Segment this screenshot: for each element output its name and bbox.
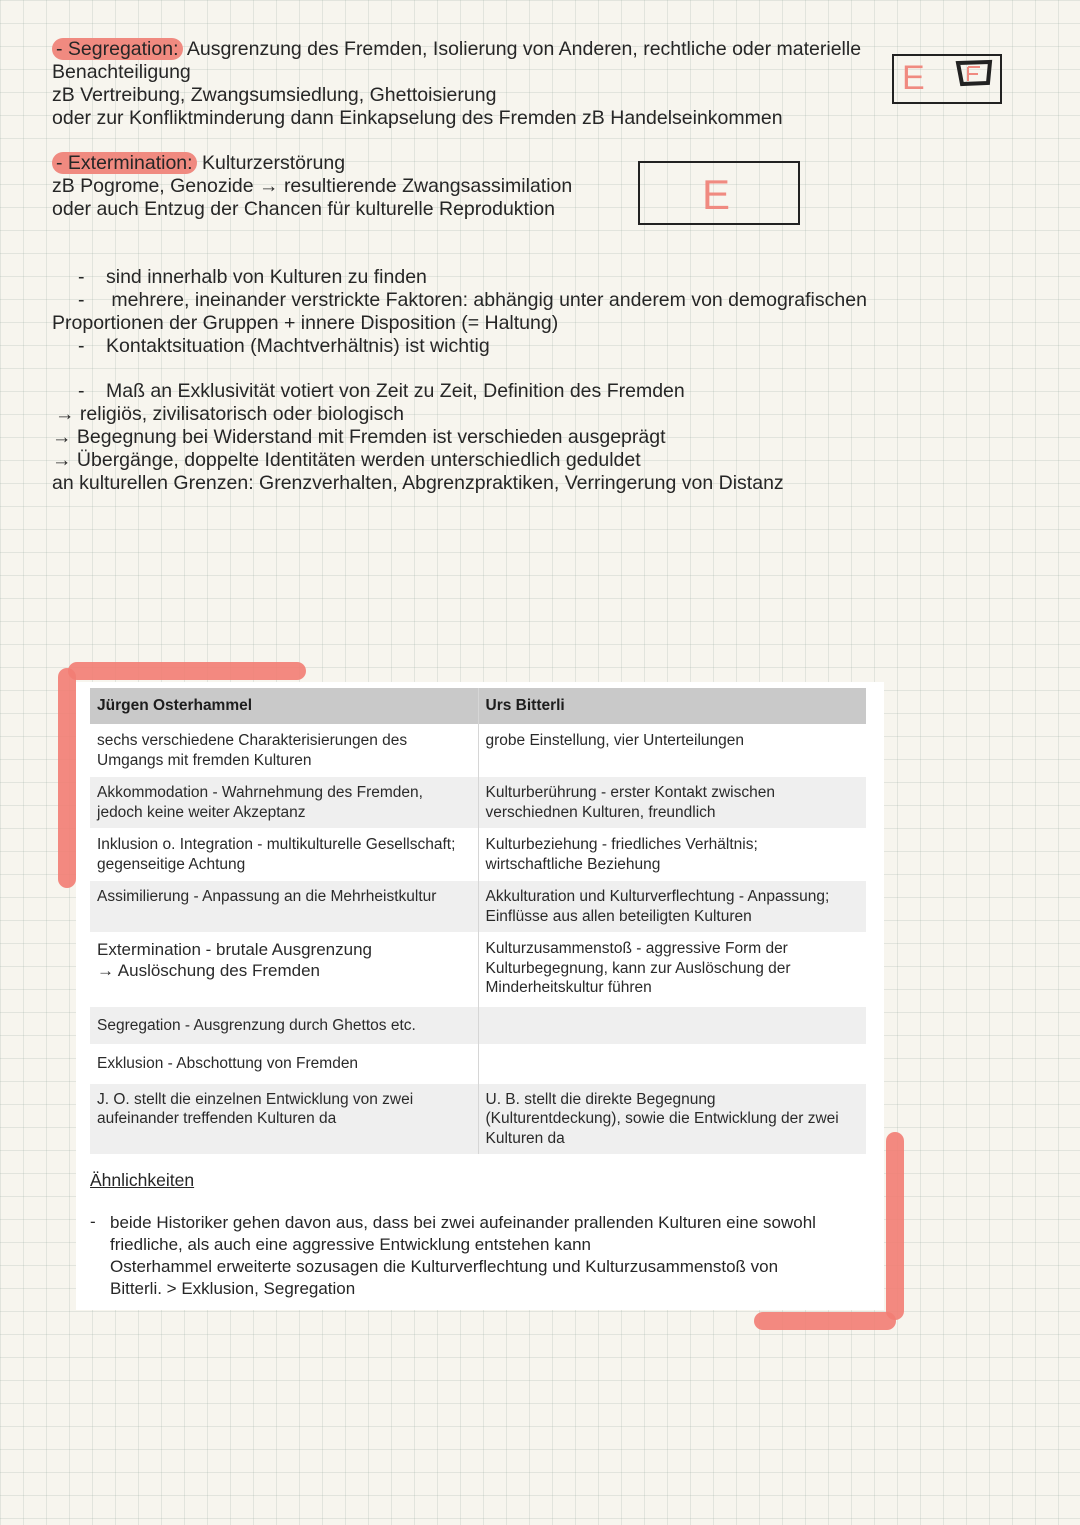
extermination-line-2: zB Pogrome, Genozide → resultierende Zwangsassimilation [52, 175, 573, 197]
table-row [90, 1083, 866, 1154]
cell-bitterli [478, 1045, 866, 1084]
e-letter-top: E [902, 59, 925, 97]
segregation-line-4: oder zur Konfliktminderung dann Einkapselung des Fremden zB Handelseinkommen [52, 107, 783, 129]
table-row [90, 1006, 866, 1045]
factor-item-2: - mehrere, ineinander verstrickte Faktoren: abhängig unter anderem von demografischen [78, 289, 867, 311]
cell-osterhammel: Exklusion - Abschottung von Fremden [90, 1045, 478, 1084]
comparison-table-wrap [90, 688, 866, 1154]
cell-bitterli: Kulturzusammenstoß - aggressive Form der Kulturbegegnung, kann zur Auslöschung der Minderheitskultur führen [478, 933, 866, 1007]
cell-bitterli [478, 1006, 866, 1045]
table-row [90, 933, 866, 1007]
factor-item-2-cont: Proportionen der Gruppen + innere Disposition (= Haltung) [52, 312, 559, 334]
table-row [90, 777, 866, 829]
red-bar-top [68, 662, 306, 680]
red-bar-right [886, 1132, 904, 1320]
cell-bitterli: Kulturberührung - erster Kontakt zwischen verschiednen Kulturen, freundlich [478, 777, 866, 829]
e-mark-box-top [892, 54, 1002, 104]
cell-osterhammel: Akkommodation - Wahrnehmung des Fremden, jedoch keine weiter Akzeptanz [90, 777, 478, 829]
table-row [90, 881, 866, 933]
extermination-line-3: oder auch Entzug der Chancen für kulturelle Reproduktion [52, 198, 555, 220]
red-bar-bottom [754, 1312, 896, 1330]
red-bar-left [58, 668, 76, 888]
similarities-line-3: Osterhammel erweiterte sozusagen die Kulturverflechtung und Kulturzusammenstoß von [110, 1257, 779, 1276]
similarities-dash: - [90, 1212, 96, 1231]
comparison-table [90, 688, 866, 1154]
table-row [90, 829, 866, 881]
segregation-term: - Segregation: [52, 38, 183, 60]
cell-bitterli: Kulturbeziehung - friedliches Verhältnis; wirtschaftliche Beziehung [478, 829, 866, 881]
extermination-line-1: - Extermination: Kulturzerstörung [52, 152, 345, 175]
col-header-osterhammel: Jürgen Osterhammel [90, 688, 478, 725]
cell-bitterli: U. B. stellt die direkte Begegnung (Kulturentdeckung), sowie die Entwicklung der zwei Kulturen da [478, 1083, 866, 1154]
cell-osterhammel: J. O. stellt die einzelnen Entwicklung von zwei aufeinander treffenden Kulturen da [90, 1083, 478, 1154]
cell-osterhammel: sechs verschiedene Charakterisierungen des Umgangs mit fremden Kulturen [90, 725, 478, 777]
cell-osterhammel: Assimilierung - Anpassung an die Mehrheistkultur [90, 881, 478, 933]
segregation-line-3: zB Vertreibung, Zwangsumsiedlung, Ghettoisierung [52, 84, 497, 106]
cell-bitterli: Akkulturation und Kulturverflechtung - Anpassung; Einflüsse aus allen beteiligten Kulturen [478, 881, 866, 933]
segregation-line-1: - Segregation: Ausgrenzung des Fremden, Isolierung von Anderen, rechtliche oder materielle [52, 38, 861, 61]
similarities-line-1: beide Historiker gehen davon aus, dass bei zwei aufeinander prallenden Kulturen eine sowohl [110, 1213, 816, 1232]
table-row [90, 1045, 866, 1084]
cell-bitterli: grobe Einstellung, vier Unterteilungen [478, 725, 866, 777]
similarities-line-4: Bitterli. > Exklusion, Segregation [110, 1279, 356, 1298]
exclusivity-item: - Maß an Exklusivität votiert von Zeit zu Zeit, Definition des Fremden [78, 380, 685, 402]
similarities-line-2: friedliche, als auch eine aggressive Entwicklung entstehen kann [110, 1235, 592, 1254]
table-row [90, 725, 866, 777]
factor-item-3: - Kontaktsituation (Machtverhältnis) ist wichtig [78, 335, 490, 357]
cell-osterhammel: Extermination - brutale Ausgrenzung → Auslöschung des Fremden [90, 933, 478, 1007]
similarities-title: Ähnlichkeiten [90, 1170, 195, 1190]
factor-item-1: - sind innerhalb von Kulturen zu finden [78, 266, 427, 288]
exclusivity-arrow-3: → Übergänge, doppelte Identitäten werden unterschiedlich geduldet [52, 449, 641, 471]
extermination-term: - Extermination: [52, 152, 197, 174]
exclusivity-arrow-1: → religiös, zivilisatorisch oder biologisch [55, 403, 404, 425]
exclusivity-last: an kulturellen Grenzen: Grenzverhalten, Abgrenzpraktiken, Verringerung von Distanz [52, 472, 784, 494]
e-letter-middle: E [702, 171, 731, 218]
segregation-line-2: Benachteiligung [52, 61, 191, 83]
exclusivity-arrow-2: → Begegnung bei Widerstand mit Fremden ist verschieden ausgeprägt [52, 426, 666, 448]
cell-osterhammel: Segregation - Ausgrenzung durch Ghettos etc. [90, 1006, 478, 1045]
col-header-bitterli: Urs Bitterli [478, 688, 866, 725]
e-mark-box-middle [638, 161, 800, 225]
cell-osterhammel: Inklusion o. Integration - multikulturelle Gesellschaft; gegenseitige Achtung [90, 829, 478, 881]
scribble-icon [954, 59, 994, 89]
